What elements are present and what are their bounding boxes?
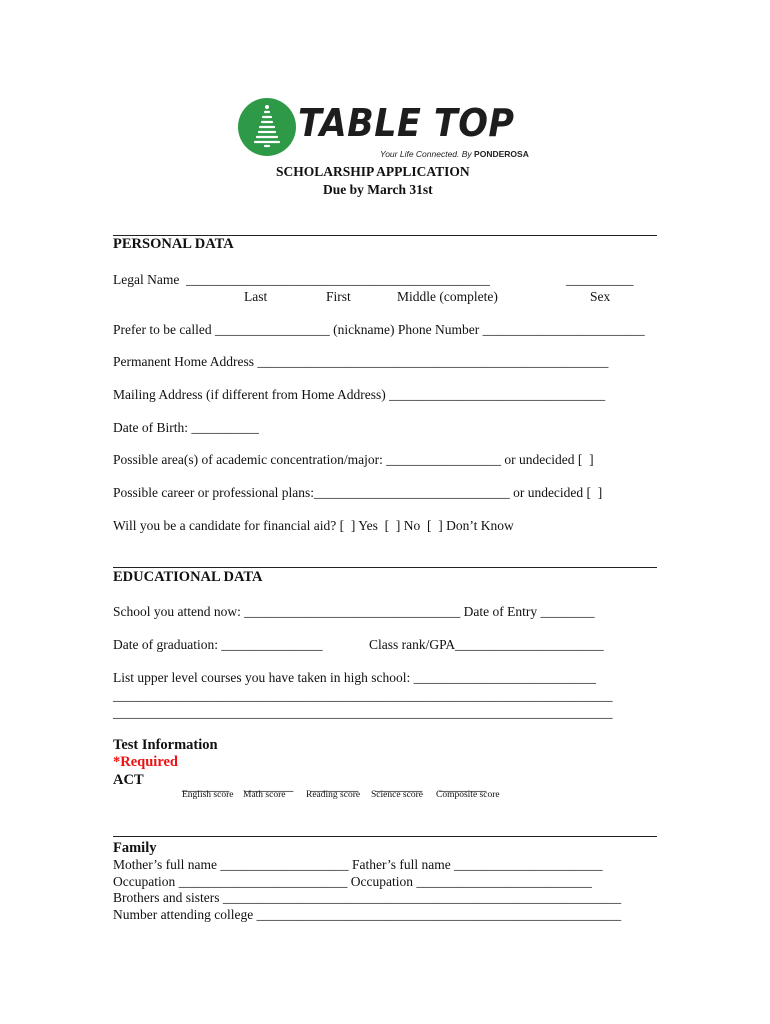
tree-icon [238,98,296,156]
logo-wordmark: TABLE TOP [298,101,515,145]
math-score-field[interactable]: _______ [246,778,294,793]
test-info-heading: Test Information [113,737,218,753]
section-divider [113,567,657,568]
home-address-field[interactable]: Permanent Home Address ____________________________________________________ [113,354,609,369]
class-rank-field[interactable]: Class rank/GPA______________________ [369,637,604,652]
career-plans-field[interactable]: Possible career or professional plans:_____________________________ or undecided [ ] [113,485,603,500]
financial-aid-field[interactable]: Will you be a candidate for financial aid? [ ] Yes [ ] No [ ] Don’t Know [113,518,514,533]
siblings-field[interactable]: Brothers and sisters ___________________________________________________________ [113,890,622,905]
middle-label: Middle (complete) [397,289,498,304]
legal-name-field[interactable]: Legal Name _____________________________________________ [113,272,490,287]
due-date: Due by March 31st [323,182,433,197]
page-title: SCHOLARSHIP APPLICATION [276,164,470,179]
composite-score-field[interactable]: _______ [439,778,487,793]
act-label: ACT [113,772,144,788]
courses-line[interactable]: __________________________________________________________________________ [113,705,613,720]
mailing-address-field[interactable]: Mailing Address (if different from Home Address) ________________________________ [113,387,606,402]
composite-score-label: Composite score [436,790,500,800]
section-divider [113,836,657,837]
dob-field[interactable]: Date of Birth: __________ [113,420,259,435]
occupation-field[interactable]: Occupation _________________________ Occupation __________________________ [113,874,592,889]
tabletop-logo-mark [238,98,296,156]
science-score-field[interactable]: _______ [375,778,423,793]
required-note: *Required [113,754,178,770]
math-score-label: Math score [243,790,286,800]
academic-major-field[interactable]: Possible area(s) of academic concentration/major: _________________ or undecided [ ] [113,452,594,467]
reading-score-label: Reading score [306,790,361,800]
reading-score-field[interactable]: _______ [311,778,359,793]
english-score-field[interactable]: _______ [182,778,230,793]
first-label: First [326,289,351,304]
college-count-field[interactable]: Number attending college ______________________________________________________ [113,907,622,922]
nickname-phone-field[interactable]: Prefer to be called _________________ (nickname) Phone Number ________________________ [113,322,645,337]
sex-field[interactable]: __________ [566,272,634,287]
school-field[interactable]: School you attend now: ________________________________ Date of Entry ________ [113,604,595,619]
last-label: Last [244,289,268,304]
family-heading: Family [113,840,157,856]
graduation-field[interactable]: Date of graduation: _______________ [113,637,323,652]
logo-tagline: Your Life Connected. By PONDEROSA [380,149,529,159]
sex-label: Sex [590,289,611,304]
english-score-label: English score [182,790,234,800]
courses-field[interactable]: List upper level courses you have taken in high school: ___________________________ [113,670,596,685]
educational-data-heading: EDUCATIONAL DATA [113,569,263,585]
courses-line[interactable]: __________________________________________________________________________ [113,688,613,703]
science-score-label: Science score [371,790,423,800]
parents-name-field[interactable]: Mother’s full name ___________________ Father’s full name ______________________ [113,857,603,872]
personal-data-heading: PERSONAL DATA [113,236,234,252]
